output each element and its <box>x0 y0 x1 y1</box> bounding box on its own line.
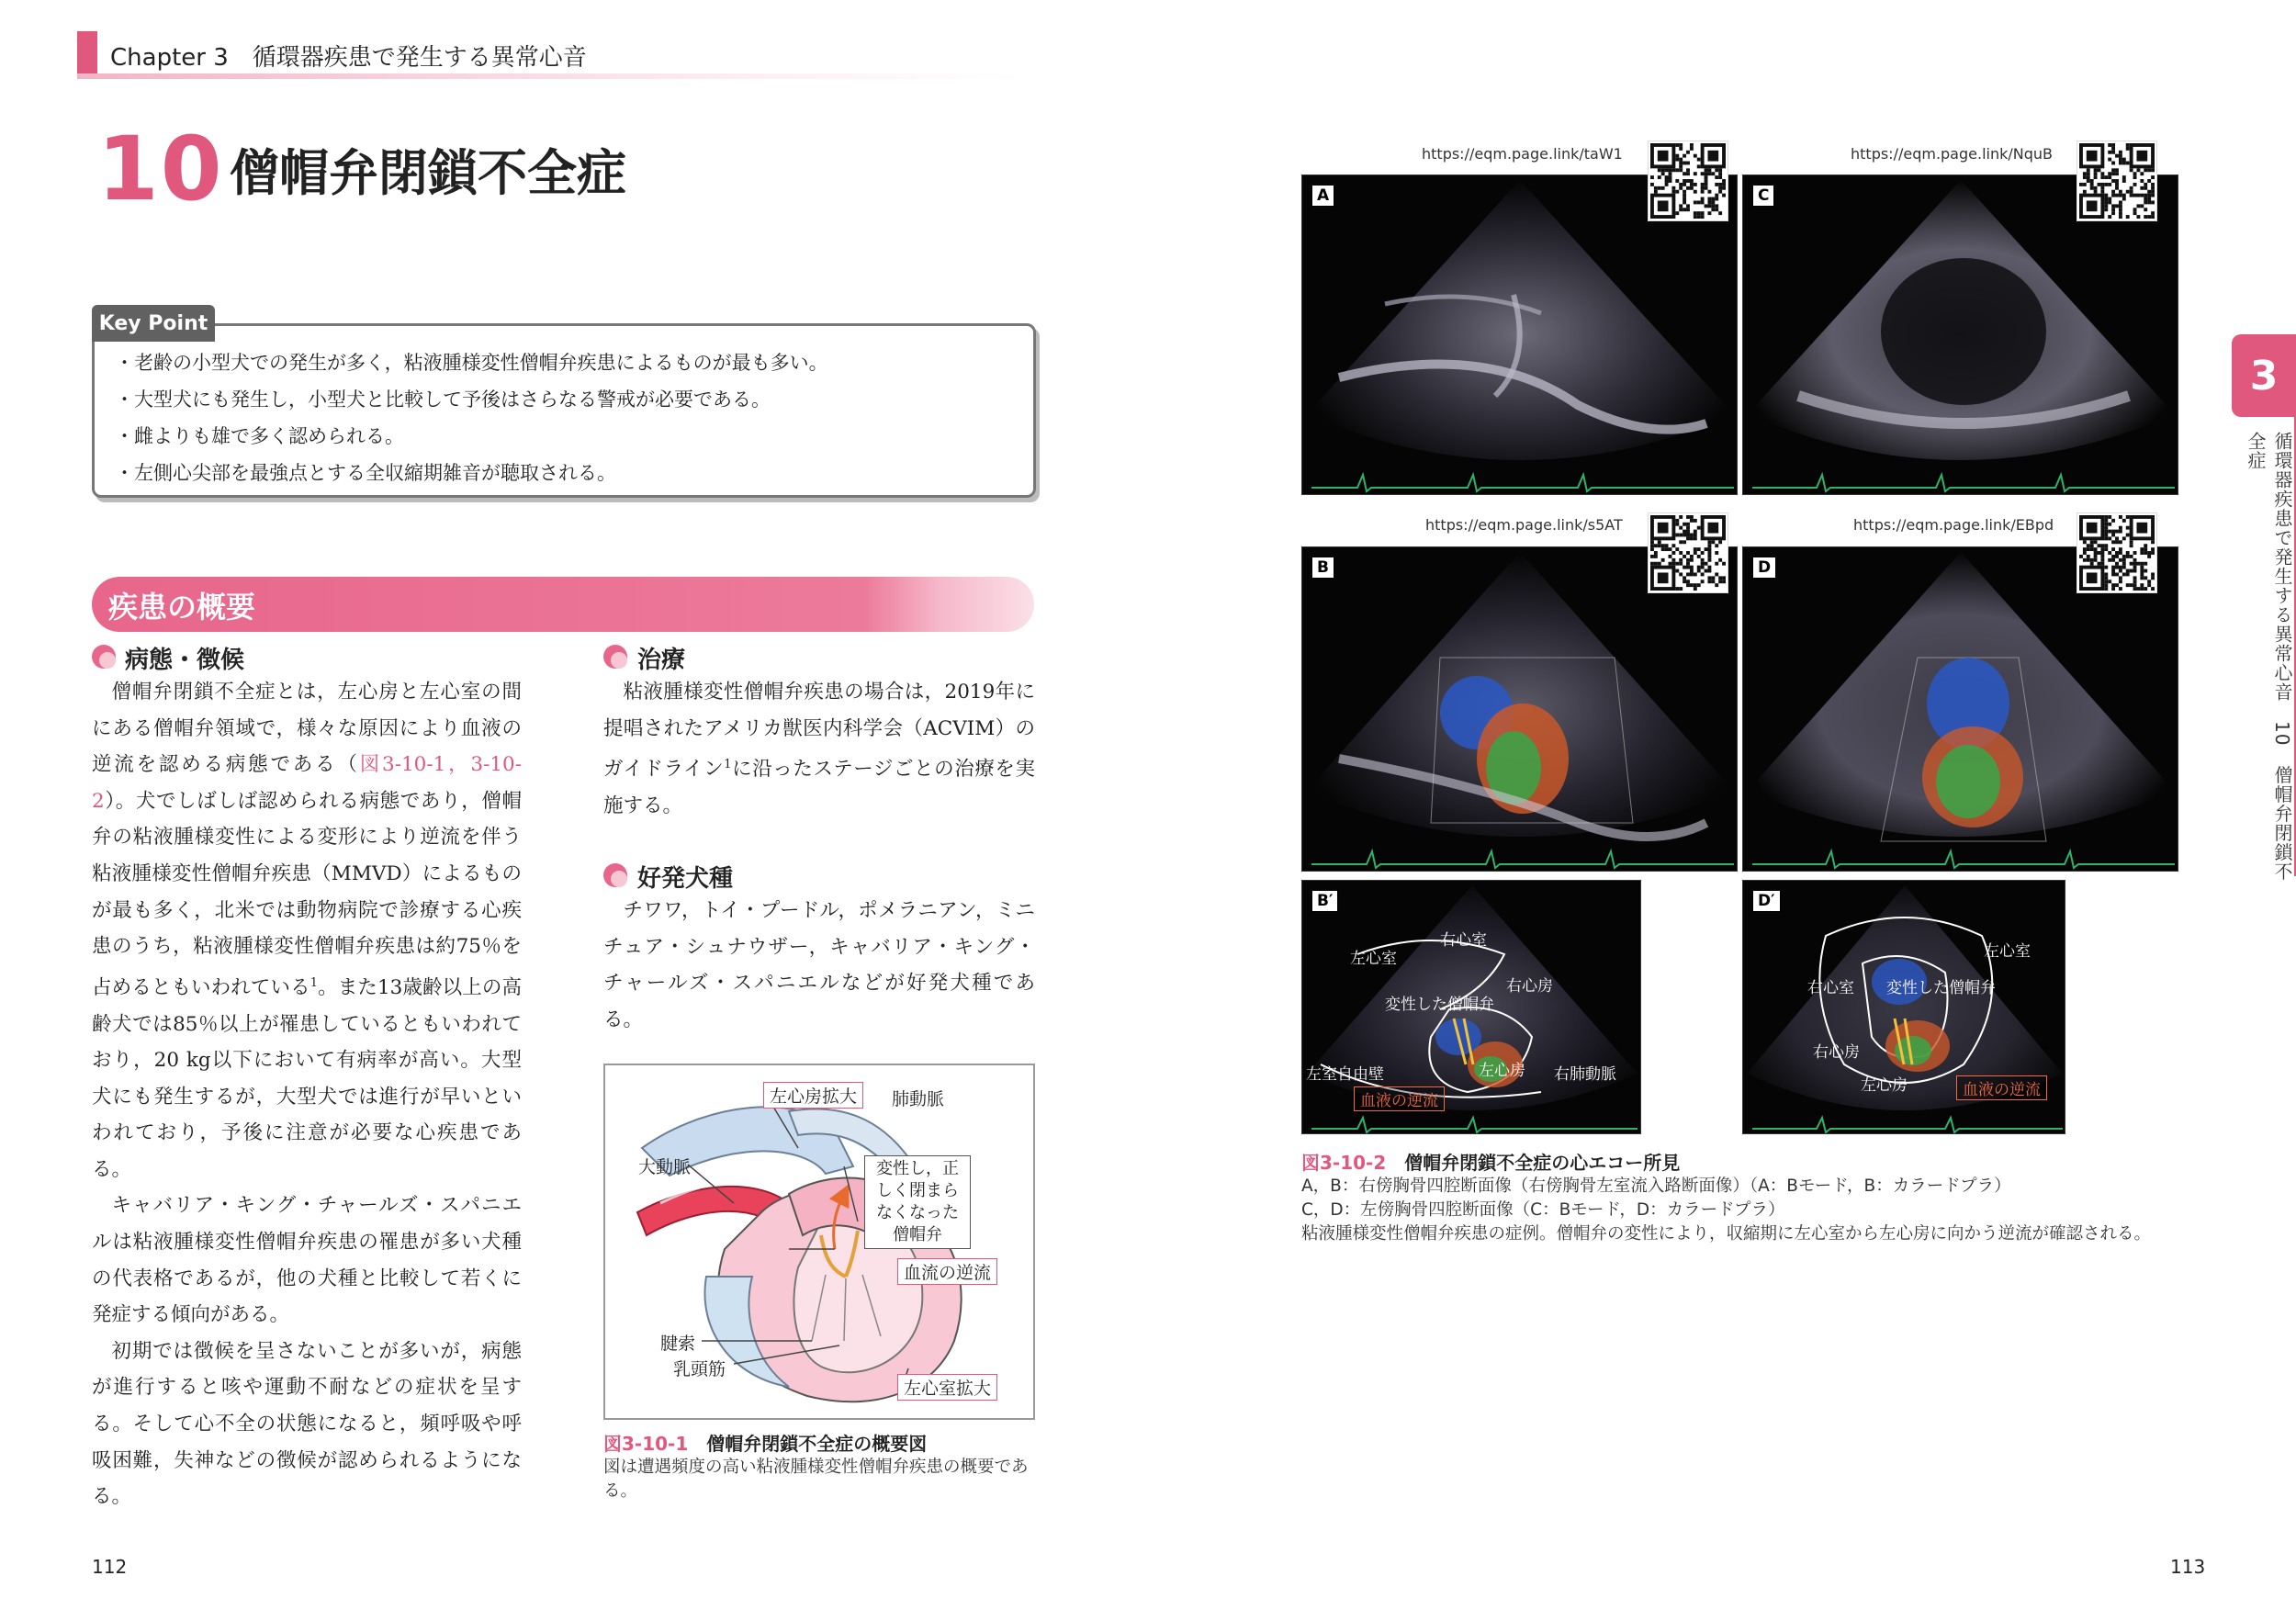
figure1-title: 僧帽弁閉鎖不全症の概要図 <box>706 1433 928 1455</box>
label-deformed-valve: 変性し，正しく閉まらなくなった僧帽弁 <box>864 1155 971 1249</box>
label-la: 左心房 <box>1861 1076 1908 1095</box>
echo-panel-a <box>1301 174 1738 495</box>
label-ra: 右心房 <box>1813 1043 1860 1062</box>
panel-label-b: B <box>1311 557 1334 579</box>
video-url-b[interactable]: https://eqm.page.link/s5AT <box>1425 516 1623 534</box>
figure2-caption-line: A，B：右傍胸骨四腔断面像（右傍胸骨左室流入路断面像）（A：Bモード，B：カラードプラ） <box>1301 1176 2011 1196</box>
pathology-paragraph-2: キャバリア・キング・チャールズ・スパニエルは粘液腫様変性僧帽弁疾患の罹患が多い犬種の代表格であるが，他の犬種と比較して若くに発症する傾向がある。 <box>92 1194 522 1327</box>
key-point-item: ・大型犬にも発生し，小型犬と比較して予後はさらなる警戒が必要である。 <box>115 388 771 411</box>
echo-panel-d-prime <box>1742 880 2065 1134</box>
label-papillary: 乳頭筋 <box>673 1359 726 1379</box>
chapter-rule <box>77 73 1023 79</box>
breeds-heading: 好発犬種 <box>637 865 734 893</box>
key-point-item: ・左側心尖部を最強点とする全収縮期雑音が聴取される。 <box>115 462 616 484</box>
key-point-label: Key Point <box>92 305 215 342</box>
panel-label-d-prime: D′ <box>1752 890 1781 912</box>
video-url-a[interactable]: https://eqm.page.link/taW1 <box>1422 145 1623 163</box>
label-pulmonary-artery: 右肺動脈 <box>1554 1065 1616 1084</box>
chapter-tab-text: 循環器疾患で発生する異常心音 10 僧帽弁閉鎖不全症 <box>2245 432 2293 882</box>
figure2-title: 僧帽弁閉鎖不全症の心エコー所見 <box>1404 1152 1681 1174</box>
section-number: 10 <box>97 118 224 220</box>
chapter-marker <box>77 31 97 79</box>
label-lv: 左心室 <box>1984 942 2031 961</box>
key-point-item: ・雌よりも雄で多く認められる。 <box>115 425 404 447</box>
label-la: 左心房 <box>1479 1062 1525 1080</box>
label-la-enlarged: 左心房拡大 <box>763 1082 863 1109</box>
panel-label-c: C <box>1752 185 1774 207</box>
qr-code-icon[interactable] <box>1649 141 1728 220</box>
key-point-item: ・老齢の小型犬での発生が多く，粘液腫様変性僧帽弁疾患によるものが最も多い。 <box>115 352 828 374</box>
label-lv: 左心室 <box>1350 950 1397 968</box>
panel-label-a: A <box>1311 185 1334 207</box>
page-number-left: 112 <box>92 1556 128 1578</box>
treatment-heading: 治療 <box>637 647 686 674</box>
section-title: 僧帽弁閉鎖不全症 <box>230 144 626 202</box>
echo-panel-c <box>1742 174 2178 495</box>
chapter-tab[interactable]: 3 <box>2232 334 2296 417</box>
panel-label-d: D <box>1752 557 1776 579</box>
label-aorta: 大動脈 <box>638 1157 692 1177</box>
chapter-title: Chapter 3 循環器疾患で発生する異常心音 <box>110 44 587 72</box>
label-regurgitation: 血液の逆流 <box>1956 1075 2047 1100</box>
qr-code-icon[interactable] <box>2077 513 2156 592</box>
bullet-icon <box>92 645 116 669</box>
page-number-right: 113 <box>2170 1556 2206 1578</box>
heart-diagram <box>603 1064 1035 1420</box>
echo-panel-b-prime <box>1301 880 1641 1134</box>
figure2-caption <box>1301 1148 2201 1246</box>
label-rv: 右心室 <box>1807 979 1854 997</box>
figure2-caption-line: C，D：左傍胸骨四腔断面像（C：Bモード，D：カラードプラ） <box>1301 1200 1785 1220</box>
panel-label-b-prime: B′ <box>1311 890 1338 912</box>
pathology-text: 僧帽弁閉鎖不全症とは，左心房と左心室の間にある僧帽弁領域で，様々な原因により血液の逆流を認める病態である（図3-10-1，3-10-2）。犬でしばしば認められる病態であり，僧帽弁の粘液腫様変性による変形により逆流を伴う粘液腫様変性僧帽弁疾患（MMVD）によるものが最も多く，北米では動物病院で診療する心疾患のうち，粘液腫様変性僧帽弁疾患は約75％を占めるともいわれている$^1$。また13歳齢以上の高齢犬では85％以上が罹患しているともいわれており，20 kg以下において有病率が高い。大型犬にも発生するが，大型犬では進行が早いといわれており，予後に注意が必要な心疾患である。 キャバリア・キング・チャールズ・スパニエルは粘液腫様変性僧帽弁疾患の罹患が多い犬種の代表格であるが，他の犬種と比較して若くに発症する傾向がある。 初期では徴候を呈さないことが多いが，病態が進行すると咳や運動不耐などの症状を呈する。そして心不全の状態になると，頻呼吸や呼吸困難，失神などの徴候が認められるようになる。 <box>92 674 522 1515</box>
figure-ref-link[interactable]: 図3-10-1，3-10-2 <box>92 753 522 813</box>
figure1-caption <box>603 1429 1035 1503</box>
label-regurgitation: 血液の逆流 <box>1354 1086 1445 1111</box>
video-url-d[interactable]: https://eqm.page.link/EBpd <box>1853 516 2054 534</box>
figure2-label: 図3-10-2 <box>1301 1152 1387 1174</box>
label-lv-free-wall: 左室自由壁 <box>1306 1065 1384 1084</box>
treatment-text: 粘液腫様変性僧帽弁疾患の場合は，2019年に提唱されたアメリカ獣医内科学会（ACVIM）のガイドライン$^1$に沿ったステージごとの治療を実施する。 <box>603 681 1035 817</box>
label-chordae: 腱索 <box>660 1334 696 1354</box>
figure1-label: 図3-10-1 <box>603 1433 689 1455</box>
pathology-heading: 病態・徴候 <box>125 647 245 674</box>
figure2-caption-line: 粘液腫様変性僧帽弁疾患の症例。僧帽弁の変性により，収縮期に左心室から左心房に向かう逆流が確認される。 <box>1301 1224 2152 1244</box>
bullet-icon <box>603 645 627 669</box>
label-regurgitation: 血流の逆流 <box>897 1258 997 1285</box>
label-pulmonary-artery: 肺動脈 <box>892 1089 945 1109</box>
qr-code-icon[interactable] <box>1649 513 1728 592</box>
key-point-box <box>92 323 1036 498</box>
label-rv: 右心室 <box>1440 931 1487 950</box>
label-valve: 変性した僧帽弁 <box>1886 979 1996 997</box>
bullet-icon <box>603 863 627 887</box>
figure1-description: 図は遭遇頻度の高い粘液腫様変性僧帽弁疾患の概要である。 <box>603 1458 1029 1501</box>
label-lv-enlarged: 左心室拡大 <box>897 1374 997 1401</box>
breeds-text: チワワ，トイ・プードル，ポメラニアン，ミニチュア・シュナウザー，キャバリア・キング・チャールズ・スパニエルなどが好発犬種である。 <box>603 899 1035 1031</box>
echo-panel-b <box>1301 546 1738 872</box>
label-valve: 変性した僧帽弁 <box>1385 996 1494 1014</box>
qr-code-icon[interactable] <box>2077 141 2156 220</box>
label-ra: 右心房 <box>1506 977 1553 996</box>
pathology-paragraph-3: 初期では徴候を呈さないことが多いが，病態が進行すると咳や運動不耐などの症状を呈する。そして心不全の状態になると，頻呼吸や呼吸困難，失神などの徴候が認められるようになる。 <box>92 1339 522 1509</box>
echo-panel-d <box>1742 546 2178 872</box>
overview-title: 疾患の概要 <box>108 590 256 625</box>
video-url-c[interactable]: https://eqm.page.link/NquB <box>1851 145 2053 163</box>
